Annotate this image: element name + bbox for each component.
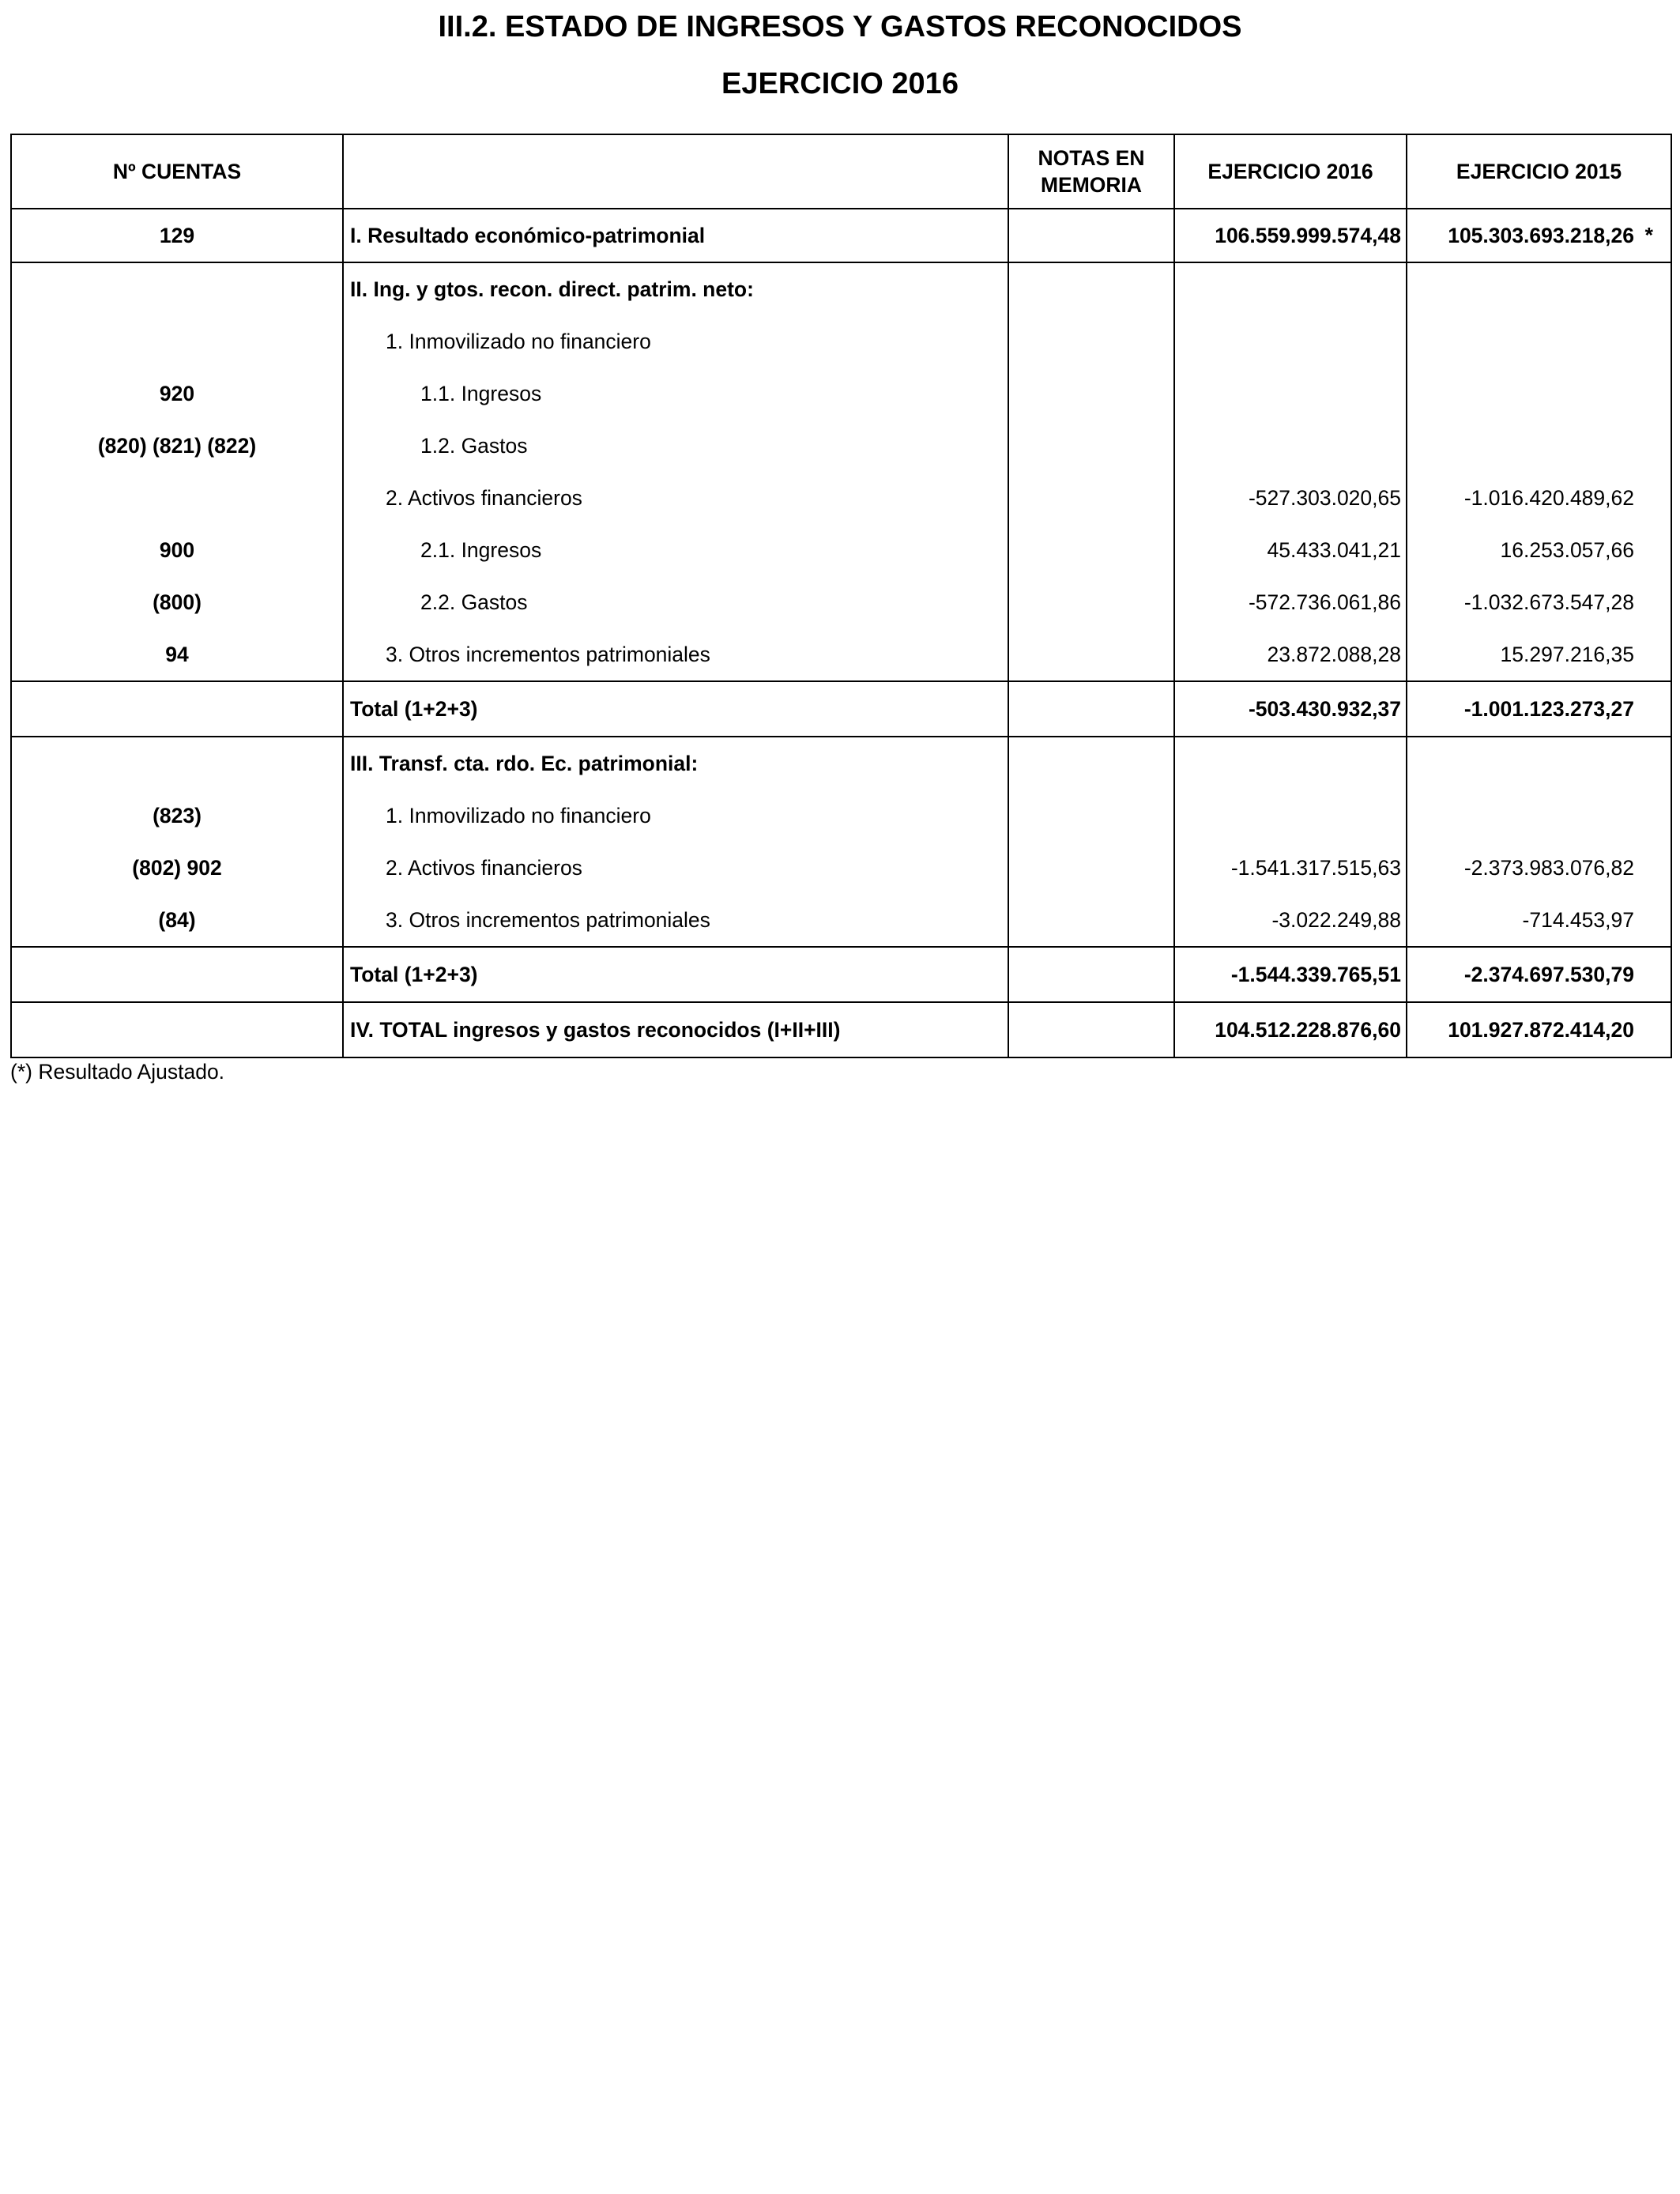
notes-cell [1008,576,1174,628]
value-2016-cell: 106.559.999.574,48 [1174,209,1407,262]
table-row [11,524,1671,576]
account-cell: 900 [11,524,343,576]
value-2016-cell [1174,315,1407,368]
value-2016-cell: -527.303.020,65 [1174,472,1407,524]
header-notas-line2: MEMORIA [1040,173,1143,197]
account-cell [11,737,343,790]
concept-cell: 2. Activos financieros [343,842,1008,894]
concept-cell: II. Ing. y gtos. recon. direct. patrim. neto: [343,262,1008,315]
concept-cell: 1.2. Gastos [343,420,1008,472]
table-row [11,368,1671,420]
table-row [11,628,1671,681]
notes-cell [1008,315,1174,368]
concept-cell: 2.2. Gastos [343,576,1008,628]
value-2015-cell [1407,790,1671,842]
value-2016-cell: -503.430.932,37 [1174,681,1407,737]
notes-cell [1008,894,1174,947]
notes-cell [1008,1002,1174,1057]
account-cell: 94 [11,628,343,681]
table-row [11,209,1671,262]
concept-cell: 3. Otros incrementos patrimoniales [343,894,1008,947]
concept-cell: 1. Inmovilizado no financiero [343,315,1008,368]
table-row [11,472,1671,524]
notes-cell [1008,681,1174,737]
value-2015-cell: -1.001.123.273,27 [1407,681,1671,737]
value-2015-cell: 15.297.216,35 [1407,628,1671,681]
concept-cell: I. Resultado económico-patrimonial [343,209,1008,262]
value-2015-cell [1407,368,1671,420]
header-ejercicio-2015: EJERCICIO 2015 [1407,134,1671,209]
table-row-total [11,681,1671,737]
notes-cell [1008,420,1174,472]
value-2016-cell: -1.544.339.765,51 [1174,947,1407,1002]
account-cell: (823) [11,790,343,842]
header-notas-line1: NOTAS EN [1038,146,1145,170]
value-2015-cell [1407,737,1671,790]
notes-cell [1008,209,1174,262]
notes-cell [1008,790,1174,842]
value-2016-cell: 104.512.228.876,60 [1174,1002,1407,1057]
header-notas [1008,134,1174,209]
page-title: III.2. ESTADO DE INGRESOS Y GASTOS RECONOCIDOS [438,10,1242,43]
account-cell: (802) 902 [11,842,343,894]
value-2016-cell [1174,790,1407,842]
account-cell: (820) (821) (822) [11,420,343,472]
notes-cell [1008,524,1174,576]
notes-cell [1008,262,1174,315]
account-cell [11,681,343,737]
concept-cell: 1.1. Ingresos [343,368,1008,420]
value-2015-cell [1407,315,1671,368]
value-2015-cell: -2.374.697.530,79 [1407,947,1671,1002]
table-row-total [11,947,1671,1002]
value-2016-cell: 23.872.088,28 [1174,628,1407,681]
concept-cell: IV. TOTAL ingresos y gastos reconocidos (I+II+III) [343,1002,1008,1057]
table-row [11,576,1671,628]
notes-cell [1008,737,1174,790]
value-2015-cell: -1.016.420.489,62 [1407,472,1671,524]
value-2015-cell [1407,209,1671,262]
value-2015-cell: -2.373.983.076,82 [1407,842,1671,894]
footnote: (*) Resultado Ajustado. [10,1060,225,1084]
header-cuentas: Nº CUENTAS [11,134,343,209]
value-2016-cell [1174,368,1407,420]
header-ejercicio-2016: EJERCICIO 2016 [1174,134,1407,209]
value-2015-cell: -1.032.673.547,28 [1407,576,1671,628]
concept-cell: 3. Otros incrementos patrimoniales [343,628,1008,681]
concept-cell: III. Transf. cta. rdo. Ec. patrimonial: [343,737,1008,790]
table-row [11,262,1671,315]
account-cell [11,472,343,524]
value-2016-cell [1174,420,1407,472]
account-cell: (84) [11,894,343,947]
concept-cell: 2. Activos financieros [343,472,1008,524]
account-cell [11,315,343,368]
value-2016-cell: -3.022.249,88 [1174,894,1407,947]
value-2016-cell: 45.433.041,21 [1174,524,1407,576]
table-header-row [11,134,1671,209]
account-cell: 920 [11,368,343,420]
concept-cell: Total (1+2+3) [343,947,1008,1002]
adjusted-result-marker: * [1644,223,1653,247]
concept-cell: Total (1+2+3) [343,681,1008,737]
table-row [11,420,1671,472]
account-cell [11,262,343,315]
value-2016-cell [1174,737,1407,790]
value-2016-cell [1174,262,1407,315]
notes-cell [1008,842,1174,894]
value-2015-text: 105.303.693.218,26 [1448,223,1634,247]
concept-cell: 2.1. Ingresos [343,524,1008,576]
notes-cell [1008,368,1174,420]
value-2015-cell [1407,420,1671,472]
notes-cell [1008,947,1174,1002]
concept-cell: 1. Inmovilizado no financiero [343,790,1008,842]
table-row-grand-total [11,1002,1671,1057]
page-subtitle: EJERCICIO 2016 [721,67,959,100]
notes-cell [1008,628,1174,681]
account-cell [11,947,343,1002]
table-row [11,894,1671,947]
header-concepto [343,134,1008,209]
table-row [11,790,1671,842]
notes-cell [1008,472,1174,524]
value-2016-cell: -1.541.317.515,63 [1174,842,1407,894]
value-2016-cell: -572.736.061,86 [1174,576,1407,628]
table-row [11,315,1671,368]
account-cell: 129 [11,209,343,262]
income-expense-table [10,134,1672,1058]
account-cell [11,1002,343,1057]
value-2015-cell [1407,262,1671,315]
account-cell: (800) [11,576,343,628]
value-2015-cell: 101.927.872.414,20 [1407,1002,1671,1057]
value-2015-cell: 16.253.057,66 [1407,524,1671,576]
value-2015-cell: -714.453,97 [1407,894,1671,947]
table-row [11,737,1671,790]
table-row [11,842,1671,894]
